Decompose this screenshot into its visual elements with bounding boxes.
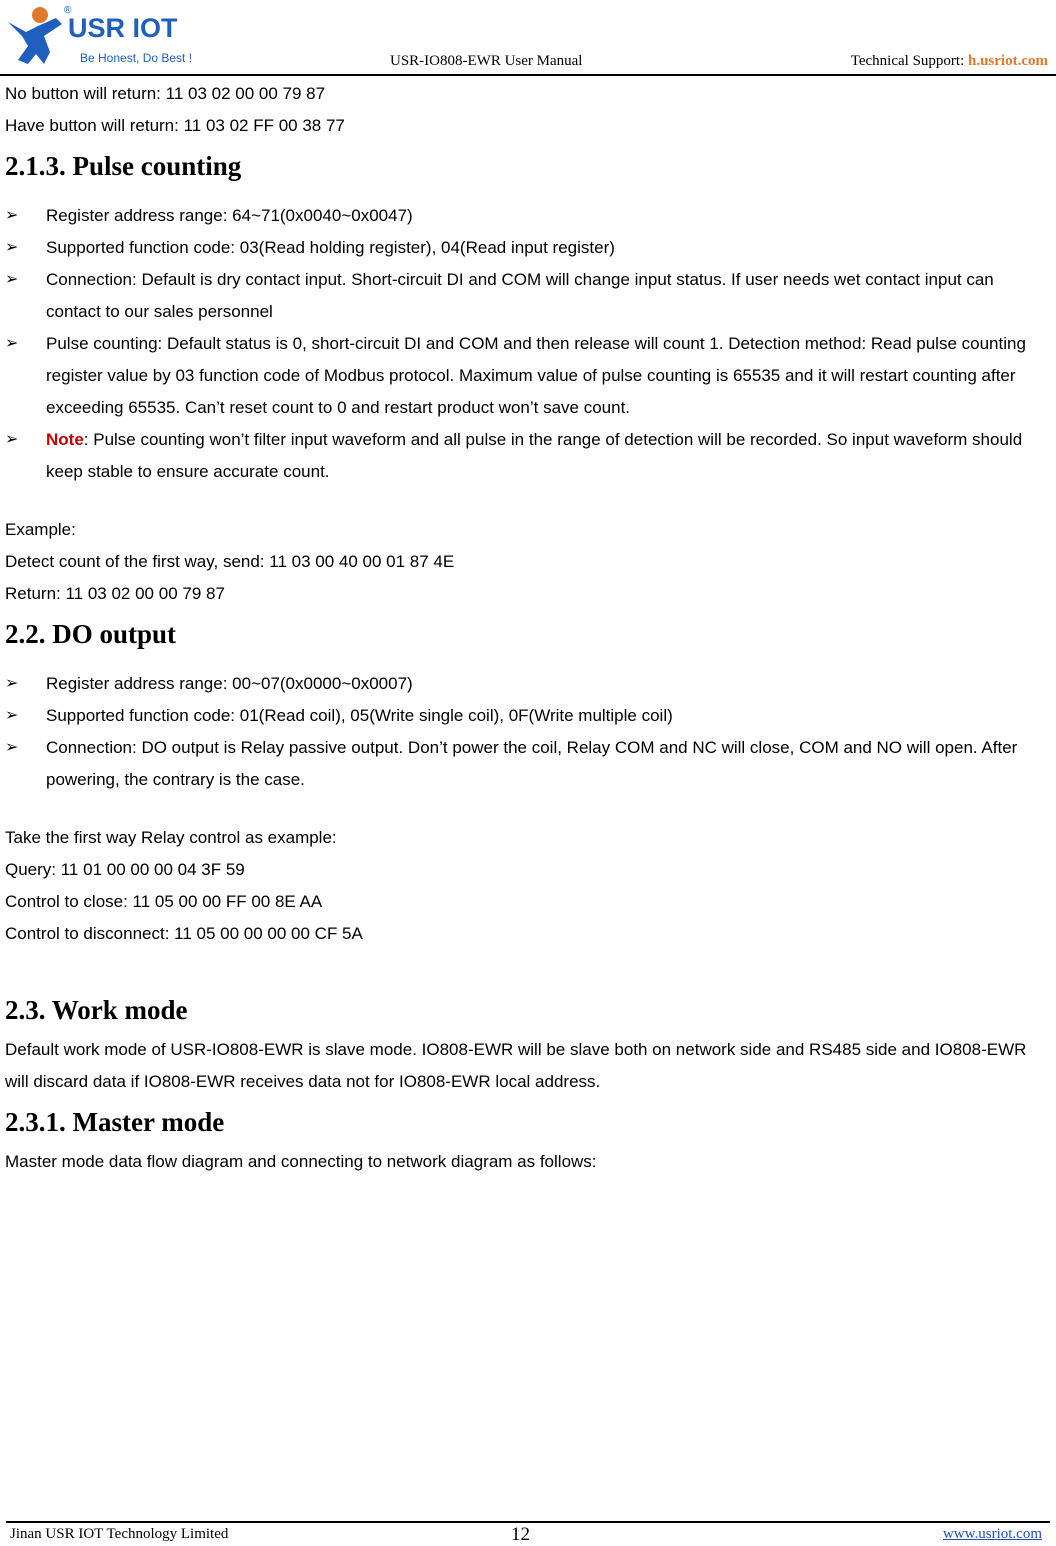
bullet-text: Connection: Default is dry contact input. Short-circuit DI and COM will change input status. If user needs wet contact input can contact to our sales personnel [46,270,994,321]
bullet-text: Register address range: 64~71(0x0040~0x0047) [46,206,413,225]
bullet-text: Supported function code: 03(Read holding register), 04(Read input register) [46,238,615,257]
bullet-text: : Pulse counting won’t filter input waveform and all pulse in the range of detection will be recorded. So input waveform should keep stable to ensure accurate count. [46,430,1023,481]
text-line: Have button will return: 11 03 02 FF 00 38 77 [5,116,345,135]
page-content [5,78,1051,1178]
paragraph: Master mode data flow diagram and connecting to network diagram as follows: [5,1152,597,1171]
logo-tagline: Be Honest, Do Best ! [80,51,193,65]
footer-divider [6,1521,1050,1523]
bullet-text: Pulse counting: Default status is 0, short-circuit DI and COM and then release will count 1. Detection method: Read pulse counting register value by 03 function code of Modbus protocol. Maximum value of pulse counting is 65535 and it will restart counting after exceeding 65535. Can’t reset count to 0 and restart product won’t save count. [46,334,1026,417]
registered-mark: ® [64,5,72,16]
bullet-item [5,232,1051,264]
paragraph: Default work mode of USR-IO808-EWR is slave mode. IO808-EWR will be slave both on network side and RS485 side and IO808-EWR will discard data if IO808-EWR receives data not for IO808-EWR local address. [5,1040,1027,1091]
page-number: 12 [511,1524,530,1545]
section-heading-pulse-counting: 2.1.3. Pulse counting [5,151,242,181]
example-line: Detect count of the first way, send: 11 03 00 40 00 01 87 4E [5,552,455,571]
footer-website-link[interactable]: www.usriot.com [942,1526,1042,1542]
arrow-bullet-icon: ➢ [5,739,19,756]
header-divider [0,74,1056,76]
arrow-bullet-icon: ➢ [5,239,19,256]
example-line: Return: 11 03 02 00 00 79 87 [5,584,225,603]
bullet-text: Supported function code: 01(Read coil), 05(Write single coil), 0F(Write multiple coil) [46,706,673,725]
bullet-item [5,732,1051,796]
note-label: Note [46,430,84,449]
support-link[interactable]: h.usriot.com [968,53,1048,69]
bullet-item [5,668,1051,700]
bullet-text: Connection: DO output is Relay passive output. Don’t power the coil, Relay COM and NC will close, COM and NO will open. After powering, the contrary is the case. [46,738,1018,789]
support-info [851,53,1048,70]
example-line: Control to close: 11 05 00 00 FF 00 8E AA [5,892,323,911]
logo-figure-head [32,7,48,23]
manual-title: USR-IO808-EWR User Manual [390,53,583,69]
logo-figure-body [8,18,62,64]
support-label: Technical Support: [850,53,965,69]
page-header [0,0,1056,76]
text-line: No button will return: 11 03 02 00 00 79 87 [5,84,326,103]
section-heading-do-output: 2.2. DO output [5,619,177,649]
arrow-bullet-icon: ➢ [5,675,19,692]
arrow-bullet-icon: ➢ [5,431,19,448]
example-label: Take the first way Relay control as example: [5,828,337,847]
bullet-text: Register address range: 00~07(0x0000~0x0007) [46,674,413,693]
example-label: Example: [5,520,76,539]
bullet-item-note [5,424,1051,488]
bullet-item [5,700,1051,732]
example-line: Query: 11 01 00 00 00 04 3F 59 [5,860,245,879]
arrow-bullet-icon: ➢ [5,707,19,724]
bullet-item [5,328,1051,424]
bullet-item [5,264,1051,328]
usr-iot-logo [4,2,234,70]
logo-brand-text: USR IOT [68,13,178,43]
section-heading-master-mode: 2.3.1. Master mode [5,1107,225,1137]
arrow-bullet-icon: ➢ [5,207,19,224]
bullet-item [5,200,1051,232]
footer-company: Jinan USR IOT Technology Limited [10,1526,229,1542]
section-heading-work-mode: 2.3. Work mode [5,995,188,1025]
arrow-bullet-icon: ➢ [5,271,19,288]
example-line: Control to disconnect: 11 05 00 00 00 00 CF 5A [5,924,363,943]
arrow-bullet-icon: ➢ [5,335,19,352]
